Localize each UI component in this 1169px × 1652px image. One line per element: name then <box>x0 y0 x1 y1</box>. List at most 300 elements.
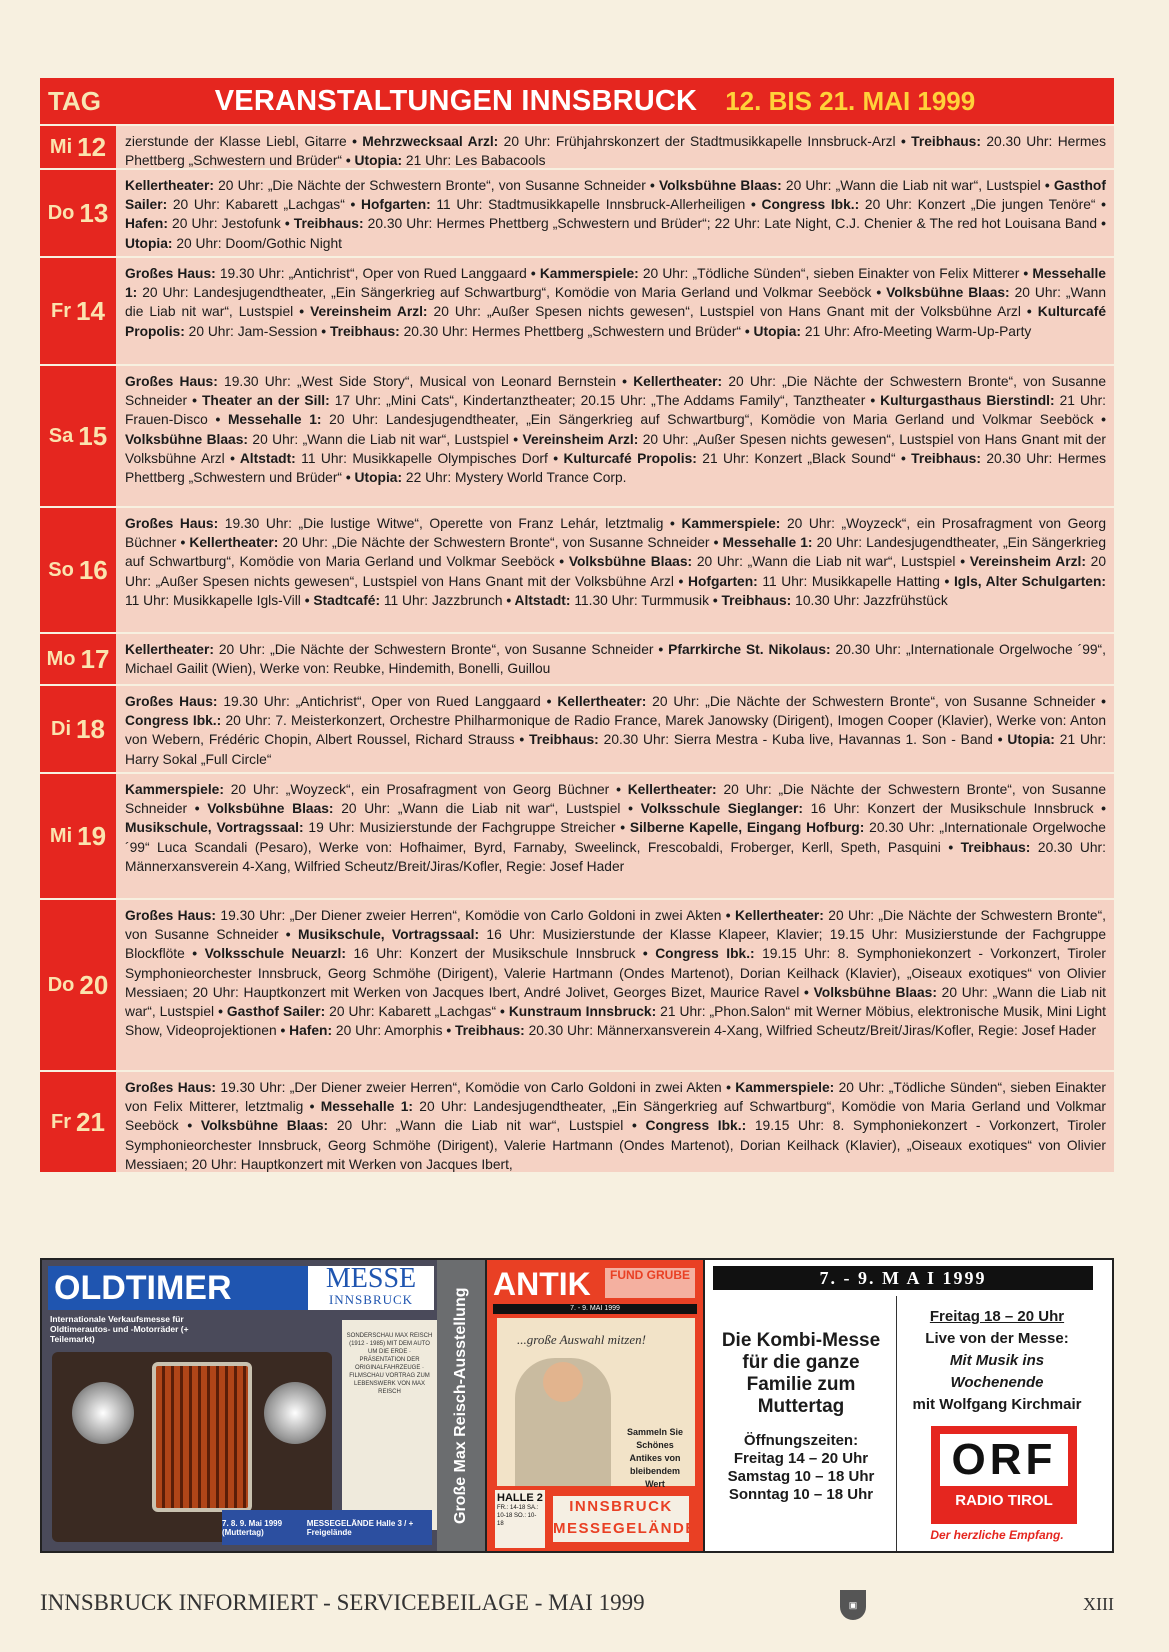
day-label <box>40 170 116 256</box>
event-entry <box>762 197 1096 212</box>
bullet-separator: • <box>303 1099 321 1115</box>
event-description: zierstunde der Klasse Liebl, Gitarre <box>125 134 347 149</box>
headlamp-left <box>72 1382 134 1444</box>
messe-innsbruck-logo <box>308 1263 434 1310</box>
event-description: 19.30 Uhr: „West Side Story“, Musical von Leonard Bernstein <box>224 374 616 389</box>
venue-name: Treibhaus: <box>911 450 981 466</box>
event-description: 20 Uhr: „Die Nächte der Schwestern Bronte“, von Susanne Schneider <box>652 694 1096 709</box>
bullet-separator: • <box>1020 304 1038 320</box>
event-description: 20.30 Uhr: Hermes Phettberg „Schwestern und Brüder“ <box>125 450 1106 486</box>
bullet-separator: • <box>496 1004 509 1020</box>
event-entry <box>240 451 548 466</box>
venue-name: Volksbühne Blaas: <box>125 431 248 447</box>
antik-venue-box <box>551 1494 697 1544</box>
venue-name: Gasthof Sailer: <box>226 1004 326 1020</box>
bullet-separator: • <box>540 694 558 709</box>
oldtimer-date-bar <box>222 1510 432 1545</box>
venue-name: Treibhaus: <box>911 134 981 149</box>
radio-time: Freitag 18 – 20 Uhr <box>929 1308 1065 1325</box>
event-description: 11 Uhr: Jazzbrunch <box>383 592 503 608</box>
event-description: 20 Uhr: „Woyzeck“, ein Prosafragment von Georg Büchner <box>125 516 1106 551</box>
venue-name: Theater an der Sill: <box>201 393 330 409</box>
venue-name: Kunstraum Innsbruck: <box>508 1004 657 1020</box>
bullet-separator: • <box>184 946 205 962</box>
bullet-separator: • <box>721 1080 736 1095</box>
bullet-separator: • <box>1019 266 1033 281</box>
event-description: 11 Uhr: Musikkapelle Igls-Vill <box>125 592 301 608</box>
opening-hours <box>711 1432 891 1504</box>
weekday: Do <box>47 973 75 996</box>
event-entry <box>289 1023 442 1038</box>
venue-name: Großes Haus: <box>125 516 219 531</box>
venue-name: Kammerspiele: <box>681 516 781 531</box>
event-description: 10.30 Uhr: Jazzfrühstück <box>795 592 948 608</box>
antik-venue-place: MESSEGELÄNDE <box>553 1520 697 1537</box>
event-description: 19.30 Uhr: „Der Diener zweier Herren“, Komödie von Carlo Goldoni in zwei Akten <box>220 1080 722 1095</box>
event-description: 20 Uhr: „Wann die Liab nit war“, Lustspiel <box>125 285 1107 320</box>
event-description: 20 Uhr: „Wann die Liab nit war“, Lustspiel <box>696 554 956 570</box>
venue-name: Kulturcafé Propolis: <box>563 450 697 466</box>
event-description: 21 Uhr: Konzert „Black Sound“ <box>702 450 896 466</box>
venue-name: Treibhaus: <box>455 1023 525 1039</box>
bullet-separator: • <box>1093 801 1106 817</box>
day-number: 20 <box>79 969 109 1000</box>
bullet-separator: • <box>741 323 754 339</box>
reisch-show-card: SONDERSCHAU MAX REISCH (1912 - 1985) MIT DEM AUTO UM DIE ERDE · PRÄSENTATION DER ORIGINALFAHRZEUGE · FILMSCHAU VORTRAG ZUM LEBENSWERK VON MAX REISCH <box>342 1320 437 1530</box>
bullet-separator: • <box>673 573 688 589</box>
event-entry <box>201 1118 623 1133</box>
venue-name: Mehrzwecksaal Arzl: <box>362 134 499 149</box>
venue-name: Musikschule, Vortragssaal: <box>125 820 304 836</box>
bullet-separator: • <box>214 1004 227 1020</box>
venue-name: Vereinsheim Arzl: <box>310 304 428 320</box>
event-entry <box>313 593 502 608</box>
event-description: 20.30 Uhr: „Internationale Orgelwoche ´99“ Luca Scandali (Pesaro), Werke von: Hofhaimer, Byrd, Farnaby, Sweelinck, Frescobaldi, Froberger, Kerll, Speth, Pasquini <box>125 820 1106 855</box>
event-description: 20 Uhr: „Die Nächte der Schwestern Bronte“, von Susanne Schneider <box>218 642 654 657</box>
bullet-separator: • <box>645 178 659 193</box>
antik-venue-city: INNSBRUCK <box>569 1498 673 1515</box>
opening-hours-sun: Sonntag 10 – 18 Uhr <box>728 1486 874 1503</box>
event-entry <box>125 820 615 835</box>
day-events <box>116 774 1114 898</box>
day-row <box>40 1070 1114 1172</box>
event-entry <box>125 216 281 231</box>
event-entry <box>189 535 709 550</box>
event-description: 11 Uhr: Musikkapelle Hatting <box>762 573 940 589</box>
bullet-separator: • <box>609 782 628 797</box>
event-entry <box>569 554 956 569</box>
venue-name: Volksbühne Blaas: <box>568 554 693 570</box>
venue-name: Kellertheater: <box>627 782 717 797</box>
day-row <box>40 364 1114 506</box>
venue-name: Volksbühne Blaas: <box>200 1118 329 1134</box>
event-description: 20 Uhr: Landesjugendtheater, „Ein Sängerkrieg auf Schwartburg“, Komödie von Maria Gerland und Volkmar Seeböck <box>329 412 1094 428</box>
venue-name: Altstadt: <box>239 450 296 466</box>
bullet-separator: • <box>224 450 240 466</box>
event-description: 19.15 Uhr: 8. Symphoniekonzert - Vorkonzert, Tiroler Symphonieorchester Innsbruck, Georg Schmöhe (Dirigent), Valerie Hartmann (Ondes Martenot), Dorian Keilhack (Klavier), „Oiseaux exotiques“ von Olivier Messiaen; 20 Uhr: Hauptkonzert mit Werken von Jacques Ibert, <box>125 1118 1106 1172</box>
day-row <box>40 632 1114 684</box>
event-description: 20 Uhr: Konzert „Die jungen Tenöre“ <box>864 197 1096 213</box>
bullet-separator: • <box>955 554 970 570</box>
divider <box>896 1296 897 1551</box>
opening-hours-title: Öffnungszeiten: <box>743 1432 859 1449</box>
radio-show: Mit Musik ins Wochenende <box>949 1352 1045 1391</box>
event-description: 20 Uhr: Amorphis <box>335 1023 443 1039</box>
venue-name: Gasthof Sailer: <box>125 178 1106 213</box>
day-label <box>40 900 116 1070</box>
weekday: So <box>48 558 74 581</box>
venue-name: Hofgarten: <box>360 197 431 213</box>
event-description: 20 Uhr: 7. Meisterkonzert, Orchestre Philharmonique de Radio France, Marek Janowsky (Dirigent), Imogen Cooper (Klavier), Werke von: Anton von Webern, Frédéric Chopin, Albert Roussel, Richard Strauss <box>125 713 1107 748</box>
event-description: 11 Uhr: Stadtmusikkapelle Innsbruck-Allerheiligen <box>436 197 746 213</box>
day-events <box>116 1072 1114 1172</box>
event-description: 20.30 Uhr: Hermes Phettberg „Schwestern und Brüder“ <box>403 323 742 339</box>
bullet-separator: • <box>895 450 912 466</box>
kombi-date-bar: 7. - 9. M A I 1999 <box>713 1266 1093 1290</box>
day-label <box>40 1072 116 1172</box>
page-footer <box>40 1590 1114 1620</box>
venue-name: Stadtcafé: <box>313 592 381 608</box>
venue-name: Hafen: <box>289 1023 333 1039</box>
venue-name: Kulturcafé Propolis: <box>125 304 1106 339</box>
event-description: 20.30 Uhr: Sierra Mestra - Kuba live, Havannas 1. Son - Band <box>603 732 993 748</box>
venue-name: Volksbühne Blaas: <box>659 178 782 193</box>
event-description: 20 Uhr: Landesjugendtheater, „Ein Sängerkrieg auf Schwartburg“, Komödie von Maria Gerland und Volkmar Seeböck <box>125 535 1106 570</box>
opening-hours-sat: Samstag 10 – 18 Uhr <box>727 1468 875 1485</box>
event-description: 21 Uhr: Frauen-Disco <box>125 393 1107 428</box>
venue-name: Pfarrkirche St. Nikolaus: <box>668 642 831 657</box>
event-description: 11 Uhr: Musikkapelle Olympisches Dorf <box>301 450 548 466</box>
ads-strip <box>40 1258 1114 1553</box>
day-events <box>116 366 1114 506</box>
event-entry <box>125 374 616 389</box>
event-description: 20 Uhr: Doom/Gothic Night <box>176 235 342 251</box>
venue-name: Treibhaus: <box>293 216 364 232</box>
event-description: 20 Uhr: „Außer Spesen nichts gewesen“, Lustspiel von Hans Gnant mit der Volksbühne Arzl <box>125 431 1106 466</box>
bullet-separator: • <box>939 573 954 589</box>
day-events <box>116 508 1114 632</box>
venue-name: Großes Haus: <box>125 1080 217 1095</box>
bullet-separator: • <box>620 801 641 817</box>
bullet-separator: • <box>992 732 1008 748</box>
event-description: 20 Uhr: Kabarett „Lachgas“ <box>329 1004 497 1020</box>
day-row <box>40 898 1114 1070</box>
oldtimer-messe-ad[interactable] <box>40 1258 487 1553</box>
day-events <box>116 126 1114 168</box>
venue-name: Kammerspiele: <box>735 1080 835 1095</box>
bullet-separator: • <box>280 216 294 232</box>
antik-tagline: ...große Auswahl mitzen! <box>517 1332 646 1347</box>
event-entry <box>125 432 509 447</box>
venue-name: Kellertheater: <box>557 694 647 709</box>
event-entry <box>455 1023 1096 1038</box>
weekday: Fr <box>51 299 72 322</box>
weekday: Mi <box>49 135 73 158</box>
day-row <box>40 256 1114 364</box>
event-entry <box>125 642 654 657</box>
venue-name: Treibhaus: <box>529 732 599 748</box>
antik-halle-box <box>495 1490 545 1548</box>
event-entry <box>355 470 627 485</box>
event-entry <box>515 593 710 608</box>
venue-name: Messehalle 1: <box>125 266 1106 301</box>
event-description: 20 Uhr: „Woyzeck“, ein Prosafragment von Georg Büchner <box>230 782 610 797</box>
page-number: XIII <box>1083 1594 1114 1614</box>
orf-letters: ORF <box>940 1434 1068 1486</box>
day-label <box>40 686 116 772</box>
antik-poster <box>497 1318 695 1489</box>
bullet-separator: • <box>709 535 723 551</box>
antik-hours: FR.: 14-18 SA.: 10-18 SO.: 10-18 <box>497 1505 539 1527</box>
event-entry <box>125 516 663 531</box>
messe-word: MESSE <box>325 1263 417 1294</box>
event-entry <box>207 801 620 816</box>
venue-name: Hofgarten: <box>687 573 758 589</box>
bullet-separator: • <box>1095 694 1106 709</box>
bullet-separator: • <box>615 820 630 836</box>
venue-name: Congress Ibk.: <box>645 1118 747 1134</box>
venue-name: Großes Haus: <box>125 374 218 389</box>
event-description: 20 Uhr: Frühjahrskonzert der Stadtmusikkapelle Innsbruck-Arzl <box>503 134 896 149</box>
calendar-date-range: 12. BIS 21. MAI 1999 <box>725 85 976 116</box>
city-crest-icon: ▣ <box>840 1590 866 1620</box>
weekday: Fr <box>51 1110 72 1133</box>
day-label <box>40 126 116 168</box>
event-description: 20 Uhr: „Außer Spesen nichts gewesen“, Lustspiel von Hans Gnant mit der Volksbühne Arzl <box>125 554 1106 589</box>
fundgrube-label: FUND GRUBE <box>605 1268 695 1298</box>
bullet-separator: • <box>554 554 569 570</box>
venue-name: Volksschule Sieglanger: <box>640 801 803 817</box>
venue-name: Treibhaus: <box>721 592 792 608</box>
bullet-separator: • <box>653 642 669 657</box>
footer-publication: INNSBRUCK INFORMIERT - SERVICEBEILAGE - MAI 1999 <box>40 1590 645 1615</box>
event-description: 20 Uhr: „Die Nächte der Schwestern Bronte“, von Susanne Schneider <box>218 178 646 193</box>
event-entry <box>362 134 895 149</box>
antik-fundgrube-ad[interactable] <box>487 1258 705 1553</box>
bullet-separator: • <box>895 134 912 149</box>
radio-tirol-label: RADIO TIROL <box>955 1492 1053 1509</box>
day-number: 13 <box>79 197 109 228</box>
event-entry <box>563 451 895 466</box>
day-rows <box>40 124 1114 1172</box>
event-entry <box>529 732 993 747</box>
day-number: 14 <box>76 295 105 326</box>
event-description: 22 Uhr: Mystery World Trance Corp. <box>405 470 627 486</box>
day-label <box>40 634 116 684</box>
day-label <box>40 508 116 632</box>
event-description: 20 Uhr: „Wann die Liab nit war“, Lustspiel <box>336 1118 624 1134</box>
oldtimer-date: 7. 8. 9. Mai 1999 (Muttertag) <box>222 1518 283 1537</box>
event-description: 20.30 Uhr: Hermes Phettberg „Schwestern und Brüder“; 22 Uhr: Late Night, C.J. Chenier & The red hot Louisana Band <box>367 216 1098 232</box>
event-entry <box>722 593 948 608</box>
reisch-exhibition-label: Große Max Reisch-Ausstellung <box>437 1260 485 1551</box>
day-row <box>40 506 1114 632</box>
event-description: 11.30 Uhr: Turmmusik <box>574 592 710 608</box>
event-description: 21 Uhr: „Phon.Salon“ mit Werner Möbius, elektronische Musik, Mini Light Show, Videoprojektionen <box>125 1004 1106 1039</box>
bullet-separator: • <box>178 1118 201 1134</box>
bullet-separator: • <box>187 801 208 817</box>
oldtimer-venue: MESSEGELÄNDE Halle 3 / + Freigelände <box>306 1518 414 1537</box>
venue-name: Großes Haus: <box>125 694 218 709</box>
event-description: 20 Uhr: „Außer Spesen nichts gewesen“, Lustspiel von Hans Gnant mit der Volksbühne Arzl <box>433 304 1021 320</box>
radio-host: mit Wolfgang Kirchmair <box>912 1396 1082 1413</box>
event-description: 19.15 Uhr: 8. Symphoniekonzert - Vorkonzert, Tiroler Symphonieorchester Innsbruck, Georg Schmöhe (Dirigent), Valerie Hartmann (Ondes Martenot), Dorian Keilhack (Klavier), „Oiseaux exotiques“ von Olivier Messiaen; 20 Uhr: Hauptkonzert mit Werken von Jacques Ibert, André Jolivet, Georges Bizet, Maurice Ravel <box>125 946 1106 1000</box>
venue-name: Congress Ibk.: <box>125 713 222 729</box>
venue-name: Igls, Alter Schulgarten: <box>953 573 1106 589</box>
venue-name: Hafen: <box>125 216 168 232</box>
day-events <box>116 170 1114 256</box>
bullet-separator: • <box>721 908 735 923</box>
venue-name: Kellertheater: <box>633 374 723 389</box>
event-description: 20 Uhr: „Die Nächte der Schwestern Bronte“, von Susanne Schneider <box>125 782 1106 817</box>
venue-name: Treibhaus: <box>329 323 400 339</box>
event-description: 20.30 Uhr: Hermes Phettberg „Schwestern und Brüder“ <box>125 134 1106 169</box>
day-events <box>116 258 1114 364</box>
venue-name: Congress Ibk.: <box>761 197 860 213</box>
day-events <box>116 634 1114 684</box>
day-number: 15 <box>78 420 108 451</box>
bullet-separator: • <box>940 839 961 855</box>
event-entry <box>557 694 1095 709</box>
day-row <box>40 684 1114 772</box>
venue-name: Utopia: <box>1007 732 1055 748</box>
event-description: 20 Uhr: „Wann die Liab nit war“, Lustspiel <box>341 801 621 817</box>
bullet-separator: • <box>293 304 311 320</box>
event-description: 21 Uhr: Les Babacools <box>405 153 546 169</box>
venue-name: Messehalle 1: <box>227 412 322 428</box>
venue-name: Kellertheater: <box>125 178 214 193</box>
oldtimer-logo: OLDTIMER <box>48 1266 308 1310</box>
event-entry <box>754 324 1032 339</box>
radio-promo <box>903 1306 1091 1416</box>
day-number: 19 <box>77 820 107 851</box>
venue-name: Utopia: <box>354 470 403 486</box>
event-description: 20 Uhr: „Wann die Liab nit war“, Lustspiel <box>785 178 1041 193</box>
venue-name: Volksbühne Blaas: <box>886 285 1010 301</box>
day-events <box>116 900 1114 1070</box>
weekday: Mo <box>46 647 76 670</box>
day-label <box>40 258 116 364</box>
venue-name: Congress Ibk.: <box>655 946 755 962</box>
venue-name: Vereinsheim Arzl: <box>969 554 1086 570</box>
event-description: 20 Uhr: „Die Nächte der Schwestern Bronte“, von Susanne Schneider <box>282 535 710 551</box>
bullet-separator: • <box>547 450 564 466</box>
event-description: 19.30 Uhr: „Antichrist“, Oper von Rued Langgaard <box>219 266 527 281</box>
venue-name: Musikschule, Vortragssaal: <box>297 927 480 943</box>
radio-live: Live von der Messe: <box>925 1330 1069 1347</box>
venue-name: Messehalle 1: <box>320 1099 413 1115</box>
venue-name: Altstadt: <box>514 592 571 608</box>
event-calendar <box>40 78 1114 1172</box>
bullet-separator: • <box>344 197 361 213</box>
event-entry <box>355 153 546 168</box>
bullet-separator: • <box>745 197 762 213</box>
event-description: 20.30 Uhr: Männerxansverein 4-Xang, Wilfried Scheutz/Breit/Jiras/Kofler, Regie: Josef Hader <box>528 1023 1097 1039</box>
bullet-separator: • <box>663 516 682 531</box>
event-description: 19.30 Uhr: „Die lustige Witwe“, Operette von Franz Lehár, letztmalig <box>224 516 664 531</box>
bullet-separator: • <box>1093 412 1106 428</box>
event-entry <box>205 946 636 961</box>
event-description: 16 Uhr: Konzert der Musikschule Innsbruck <box>810 801 1094 817</box>
antik-halle: HALLE 2 <box>497 1492 543 1504</box>
day-label <box>40 774 116 898</box>
radiator-grill <box>152 1362 252 1512</box>
bullet-separator: • <box>1040 178 1054 193</box>
event-entry <box>294 216 1097 231</box>
venue-name: Kellertheater: <box>734 908 824 923</box>
bullet-separator: • <box>276 1023 290 1039</box>
orf-logo <box>931 1426 1077 1524</box>
event-entry <box>125 266 527 281</box>
venue-name: Kulturgasthaus Bierstindl: <box>880 393 1055 409</box>
event-entry <box>125 782 609 797</box>
venue-name: Kammerspiele: <box>539 266 639 281</box>
event-description: 21 Uhr: Afro-Meeting Warm-Up-Party <box>804 323 1032 339</box>
event-entry <box>125 908 721 923</box>
day-row <box>40 124 1114 168</box>
event-entry <box>202 393 865 408</box>
event-description: 20 Uhr: „Tödliche Sünden“, sieben Einakter von Felix Mitterer, letztmalig <box>125 1080 1106 1115</box>
event-description: 20 Uhr: „Die Nächte der Schwestern Bronte“, von Susanne Schneider <box>125 908 1106 943</box>
antik-title: ANTIK <box>493 1266 591 1302</box>
event-description: 20 Uhr: Jam-Session <box>188 323 318 339</box>
bullet-separator: • <box>278 927 298 943</box>
event-description: 21 Uhr: Harry Sokal „Full Circle“ <box>125 732 1107 767</box>
event-description: 20 Uhr: „Wann die Liab nit war“, Lustspiel <box>125 984 1106 1020</box>
venue-name: Utopia: <box>125 235 173 251</box>
event-entry <box>641 801 1094 816</box>
day-number: 21 <box>76 1106 105 1137</box>
venue-name: Utopia: <box>753 323 802 339</box>
kombi-headline: Die Kombi-Messe für die ganze Familie zum Muttertag <box>721 1330 881 1417</box>
event-entry <box>125 134 347 149</box>
event-description: 20 Uhr: Kabarett „Lachgas“ <box>172 197 345 213</box>
bullet-separator: • <box>342 470 355 486</box>
venue-name: Utopia: <box>354 153 403 169</box>
bullet-separator: • <box>616 374 634 389</box>
venue-name: Volksbühne Blaas: <box>813 984 937 1000</box>
venue-name: Treibhaus: <box>960 839 1031 855</box>
opening-hours-fri: Freitag 14 – 20 Uhr <box>733 1450 869 1467</box>
calendar-title: VERANSTALTUNGEN INNSBRUCK <box>214 84 698 117</box>
bullet-separator: • <box>317 323 330 339</box>
day-number: 16 <box>78 554 108 585</box>
antik-slogan: Sammeln Sie Schönes Antikes von bleibendem Wert <box>626 1427 684 1489</box>
event-description: 20 Uhr: „Tödliche Sünden“, sieben Einakter von Felix Mitterer <box>642 266 1020 281</box>
messe-city: INNSBRUCK <box>328 1292 414 1307</box>
event-description: 16 Uhr: Musizierstunde der Klasse Klapeer, Klavier; 19.15 Uhr: Musizierstunde der Fachgruppe Blockflöte <box>125 927 1107 962</box>
event-description: 20 Uhr: „Wann die Liab nit war“, Lustspiel <box>252 431 509 447</box>
venue-name: Kammerspiele: <box>125 782 224 797</box>
bullet-separator: • <box>865 393 881 409</box>
event-description: 19.30 Uhr: „Der Diener zweier Herren“, Komödie von Carlo Goldoni in zwei Akten <box>220 908 722 923</box>
venue-name: Kellertheater: <box>125 642 214 657</box>
event-entry <box>125 178 646 193</box>
bullet-separator: • <box>871 285 887 301</box>
kombi-left-column <box>711 1330 891 1504</box>
calendar-title-box <box>116 78 1114 124</box>
event-description: 20 Uhr: Landesjugendtheater, „Ein Sängerkrieg auf Schwartburg“, Komödie von Maria Gerland und Volkmar Seeböck <box>125 1099 1107 1134</box>
venue-name: Volksbühne Blaas: <box>207 801 334 817</box>
event-description: 20 Uhr: Landesjugendtheater, „Ein Sängerkrieg auf Schwartburg“, Komödie von Maria Gerland und Volkmar Seeböck <box>142 285 872 301</box>
kombi-messe-ad[interactable] <box>705 1258 1114 1553</box>
day-label <box>40 366 116 506</box>
event-description: 20.30 Uhr: „Internationale Orgelwoche ´99“, Michael Gailit (Wien), Werke von: Reubke, Hindemith, Bonelli, Guillou <box>125 642 1106 677</box>
bullet-separator: • <box>176 535 190 551</box>
day-row <box>40 772 1114 898</box>
event-entry <box>310 304 1021 319</box>
weekday: Sa <box>48 424 74 447</box>
